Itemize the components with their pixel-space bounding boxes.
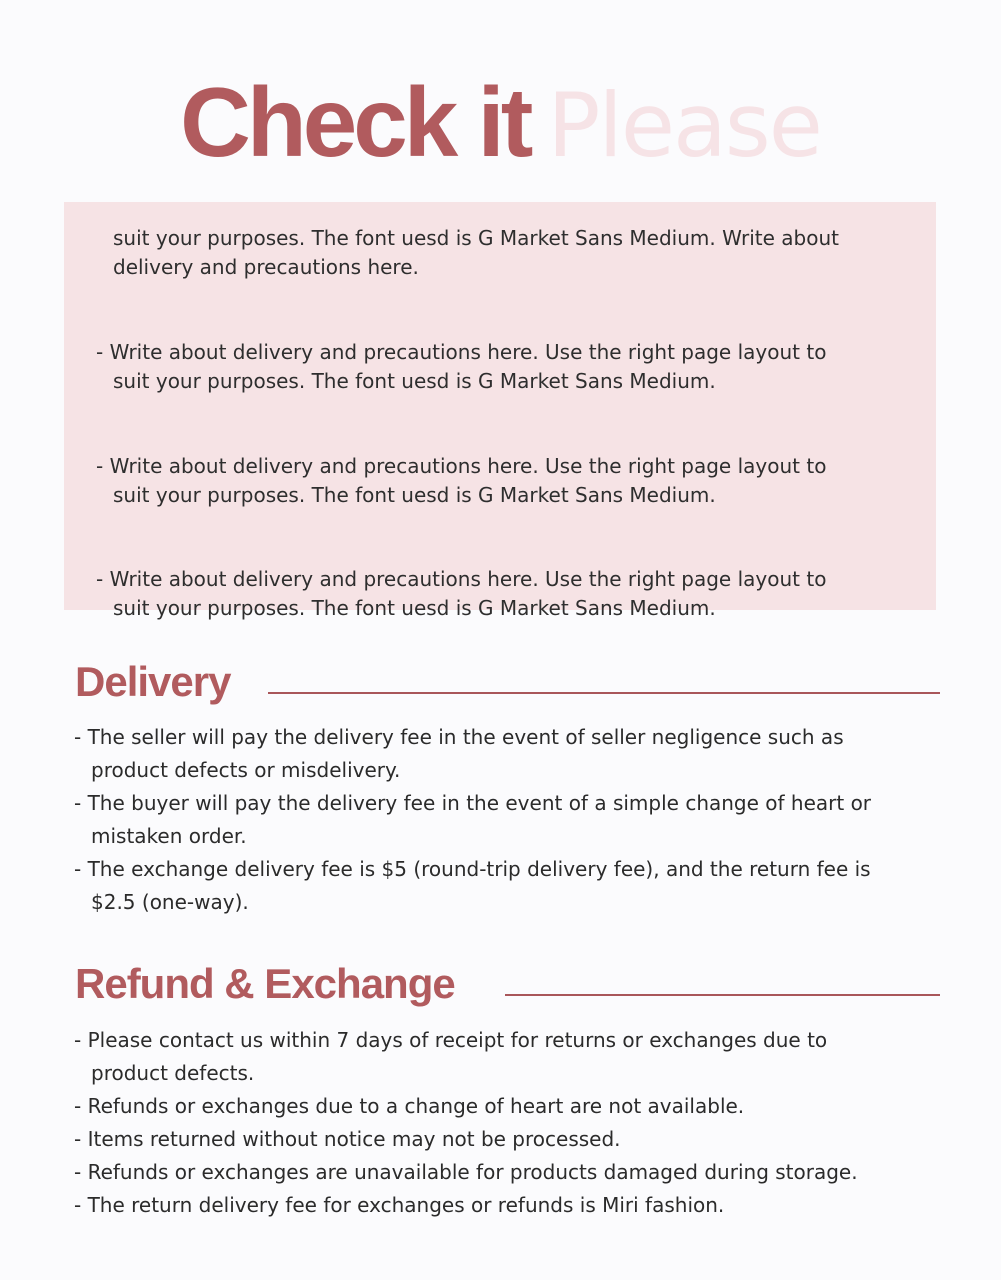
delivery-list xyxy=(74,721,954,919)
title-light: Please xyxy=(547,74,821,177)
title-bold: Check it xyxy=(180,67,530,177)
notice-item-line-2: suit your purposes. The font uesd is G Market Sans Medium. xyxy=(113,483,716,507)
delivery-heading: Delivery xyxy=(75,658,231,705)
refund-item-line-2: product defects. xyxy=(91,1061,255,1085)
notice-item xyxy=(0,565,1001,623)
delivery-item-line-1: - The buyer will pay the delivery fee in the event of a simple change of heart or xyxy=(74,791,872,815)
delivery-divider xyxy=(268,692,940,694)
notice-item-line-2: suit your purposes. The font uesd is G Market Sans Medium. xyxy=(113,596,716,620)
notice-partial-line-1: suit your purposes. The font uesd is G Market Sans Medium. Write about xyxy=(113,226,839,250)
refund-list xyxy=(74,1024,954,1222)
notice-item-line-1: - Write about delivery and precautions here. Use the right page layout to xyxy=(96,454,827,478)
notice-partial-item xyxy=(0,224,1001,282)
refund-heading: Refund & Exchange xyxy=(75,960,455,1007)
notice-partial-line-2: delivery and precautions here. xyxy=(113,255,419,279)
page-title xyxy=(0,66,1001,179)
notice-item-line-2: suit your purposes. The font uesd is G Market Sans Medium. xyxy=(113,369,716,393)
delivery-item-line-2: mistaken order. xyxy=(91,824,247,848)
refund-divider xyxy=(505,994,940,996)
delivery-item-line-2: $2.5 (one-way). xyxy=(91,890,249,914)
delivery-item-line-1: - The seller will pay the delivery fee in the event of seller negligence such as xyxy=(74,725,844,749)
notice-item-line-1: - Write about delivery and precautions here. Use the right page layout to xyxy=(96,567,827,591)
refund-item: - Items returned without notice may not be processed. xyxy=(74,1127,621,1151)
notice-item xyxy=(0,338,1001,396)
refund-item: - Refunds or exchanges are unavailable for products damaged during storage. xyxy=(74,1160,858,1184)
delivery-item-line-1: - The exchange delivery fee is $5 (round-trip delivery fee), and the return fee is xyxy=(74,857,871,881)
refund-item-line-1: - Please contact us within 7 days of receipt for returns or exchanges due to xyxy=(74,1028,828,1052)
notice-item-line-1: - Write about delivery and precautions here. Use the right page layout to xyxy=(96,340,827,364)
refund-item: - The return delivery fee for exchanges or refunds is Miri fashion. xyxy=(74,1193,725,1217)
notice-item xyxy=(0,452,1001,510)
delivery-item-line-2: product defects or misdelivery. xyxy=(91,758,401,782)
notice-clipped-region xyxy=(0,202,1001,282)
refund-item: - Refunds or exchanges due to a change of heart are not available. xyxy=(74,1094,745,1118)
